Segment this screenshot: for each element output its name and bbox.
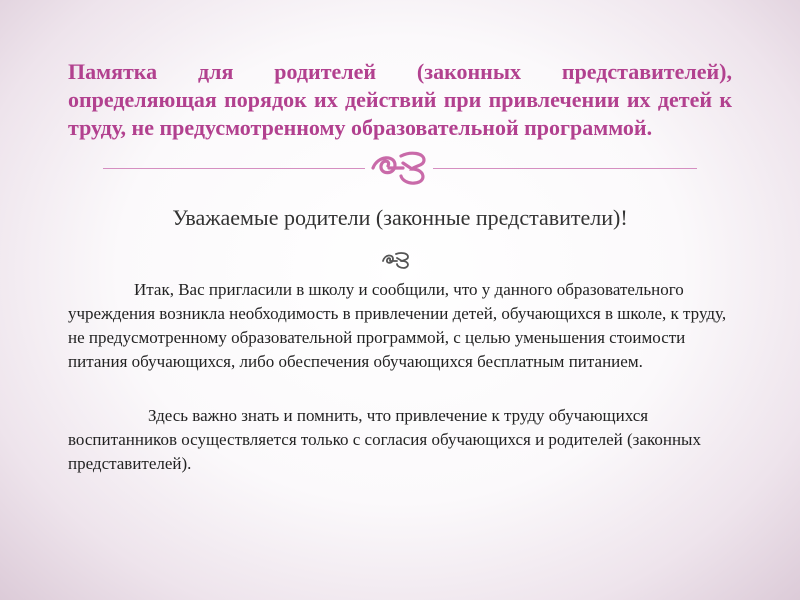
body-paragraph-consent: Здесь важно знать и помнить, что привлечение к труду обучающихся воспитанников осуществляется только с согласия обучающихся и родителей (законных представителей). (68, 406, 701, 473)
swirl-ornament-icon (369, 148, 431, 188)
divider-line-left (103, 168, 365, 169)
slide-title: Памятка для родителей (законных представителей), определяющая порядок их действий при привлечении их детей к труду, не предусмотренному образовательной программой. (68, 59, 732, 140)
swirl-bullet-icon (381, 250, 411, 270)
greeting-heading: Уважаемые родители (законные представители)! (172, 205, 628, 230)
body-paragraph-invitation: Итак, Вас пригласили в школу и сообщили, что у данного образовательного учреждения возникла необходимость в привлечении детей, обучающихся в школе, к труду, не предусмотренному образовательной программой, с целью уменьшения стоимости питания обучающихся, либо обеспечения обучающихся бесплатным питанием. (68, 280, 727, 371)
divider-line-right (433, 168, 697, 169)
